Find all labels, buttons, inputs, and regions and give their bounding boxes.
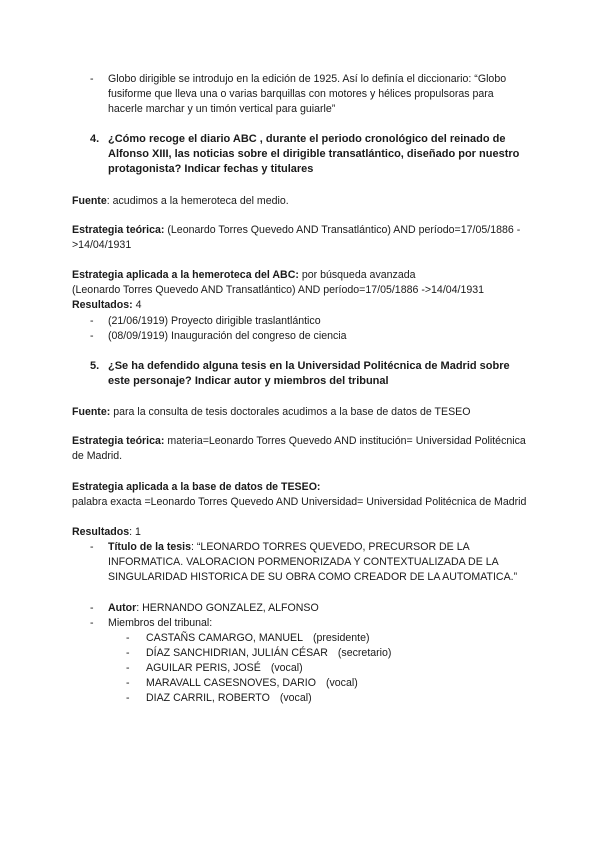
member-name: CASTAÑS CAMARGO, MANUEL xyxy=(146,632,303,644)
q4-estrategia-teorica xyxy=(72,223,532,253)
question-5-text: ¿Se ha defendido alguna tesis en la Universidad Politécnica de Madrid sobre este personaje? Indicar autor y miembros del tribunal xyxy=(108,360,510,387)
list-item-autor xyxy=(90,601,530,616)
q5-fuente xyxy=(72,405,532,420)
q5-aplicada-query: palabra exacta =Leonardo Torres Quevedo AND Universidad= Universidad Politécnica de Madrid xyxy=(72,496,527,508)
q4-resultados xyxy=(72,298,532,313)
q4-aplicada-query: (Leonardo Torres Quevedo AND Transatlántico) AND período=17/05/1886 ->14/04/1931 xyxy=(72,284,485,296)
q4-fuente xyxy=(72,194,532,209)
q4-aplicada-text: por búsqueda avanzada xyxy=(298,269,416,281)
q5-teorica-text: materia=Leonardo Torres Quevedo AND institución= Universidad Politécnica de Madrid. xyxy=(72,435,526,462)
tribunal-member xyxy=(126,631,526,646)
bullet-dash: - xyxy=(126,692,130,704)
autor-label: Autor xyxy=(108,602,137,614)
list-item xyxy=(90,314,530,329)
q4-result-1: (21/06/1919) Proyecto dirigible traslantlántico xyxy=(108,315,321,327)
titulo-label: Título de la tesis xyxy=(108,541,192,553)
q5-fuente-text: para la consulta de tesis doctorales acudimos a la base de datos de TESEO xyxy=(110,406,471,418)
q5-fuente-label: Fuente: xyxy=(72,406,111,418)
q4-teorica-text: (Leonardo Torres Quevedo AND Transatlántico) AND período=17/05/1886 ->14/04/1931 xyxy=(72,224,521,251)
bullet-dash: - xyxy=(90,73,94,85)
tribunal-member xyxy=(126,661,526,676)
bullet-dash: - xyxy=(126,632,130,644)
member-name: DIAZ CARRIL, ROBERTO xyxy=(146,692,270,704)
bullet-dash: - xyxy=(90,602,94,614)
q5-resultados-label: Resultados xyxy=(72,526,130,538)
list-item-titulo-tesis xyxy=(90,540,530,585)
member-role: (presidente) xyxy=(312,632,370,644)
q5-estrategia-teorica xyxy=(72,434,532,464)
tribunal-member xyxy=(126,691,526,706)
q5-aplicada-label: Estrategia aplicada a la base de datos de TESEO: xyxy=(72,481,321,493)
bullet-dash: - xyxy=(126,662,130,674)
q5-estrategia-aplicada-label xyxy=(72,480,532,495)
q4-teorica-label: Estrategia teórica: xyxy=(72,224,165,236)
tribunal-member xyxy=(126,646,526,661)
question-5 xyxy=(90,359,530,389)
member-name: MARAVALL CASESNOVES, DARIO xyxy=(146,677,316,689)
question-4 xyxy=(90,132,530,177)
list-item-miembros xyxy=(90,616,530,631)
bullet-dash: - xyxy=(90,617,94,629)
q4-resultados-value: 4 xyxy=(132,299,142,311)
q5-resultados xyxy=(72,525,532,540)
q4-result-2: (08/09/1919) Inauguración del congreso de ciencia xyxy=(108,330,347,342)
member-role: (vocal) xyxy=(325,677,358,689)
q5-teorica-label: Estrategia teórica: xyxy=(72,435,165,447)
member-role: (vocal) xyxy=(270,662,303,674)
list-item xyxy=(90,329,530,344)
q4-aplicada-label: Estrategia aplicada a la hemeroteca del ABC: xyxy=(72,269,299,281)
tribunal-member xyxy=(126,676,526,691)
titulo-tesis xyxy=(108,540,530,585)
titulo-text: : “LEONARDO TORRES QUEVEDO, PRECURSOR DE LA INFORMATICA. VALORACION PORMENORIZADA Y CONTEXTUALIZADA DE LA SINGULARIDAD HISTORICA DE SU OBRA COMO CREADOR DE LA AUTOMATICA.” xyxy=(108,541,518,583)
bullet-dash: - xyxy=(126,677,130,689)
question-5-number: 5. xyxy=(90,360,100,372)
member-name: AGUILAR PERIS, JOSÉ xyxy=(146,662,261,674)
question-4-number: 4. xyxy=(90,133,100,145)
member-role: (vocal) xyxy=(279,692,312,704)
bullet-dash: - xyxy=(90,330,94,342)
autor-text: : HERNANDO GONZALEZ, ALFONSO xyxy=(136,602,319,614)
bullet-dash: - xyxy=(90,315,94,327)
q5-resultados-value: : 1 xyxy=(129,526,141,538)
list-item-globo-definition xyxy=(90,72,530,117)
question-4-text: ¿Cómo recoge el diario ABC , durante el periodo cronológico del reinado de Alfonso XIII, las noticias sobre el dirigible transatlántico, diseñado por nuestro protagonista? Indicar fechas y titulares xyxy=(108,133,520,175)
globo-definition-text: Globo dirigible se introdujo en la edición de 1925. Así lo definía el diccionario: “Globo fusiforme que lleva una o varias barquillas con motores y hélices propulsoras para hacerle marchar y un timón vertical para guiarle” xyxy=(108,73,507,115)
member-role: (secretario) xyxy=(337,647,392,659)
q4-resultados-label: Resultados: xyxy=(72,299,133,311)
bullet-dash: - xyxy=(90,541,94,553)
autor xyxy=(108,601,530,616)
miembros-label: Miembros del tribunal: xyxy=(108,617,213,629)
q4-fuente-text: : acudimos a la hemeroteca del medio. xyxy=(106,195,289,207)
q4-fuente-label: Fuente xyxy=(72,195,107,207)
bullet-dash: - xyxy=(126,647,130,659)
q4-estrategia-aplicada xyxy=(72,268,532,283)
member-name: DÍAZ SANCHIDRIAN, JULIÁN CÉSAR xyxy=(146,647,328,659)
